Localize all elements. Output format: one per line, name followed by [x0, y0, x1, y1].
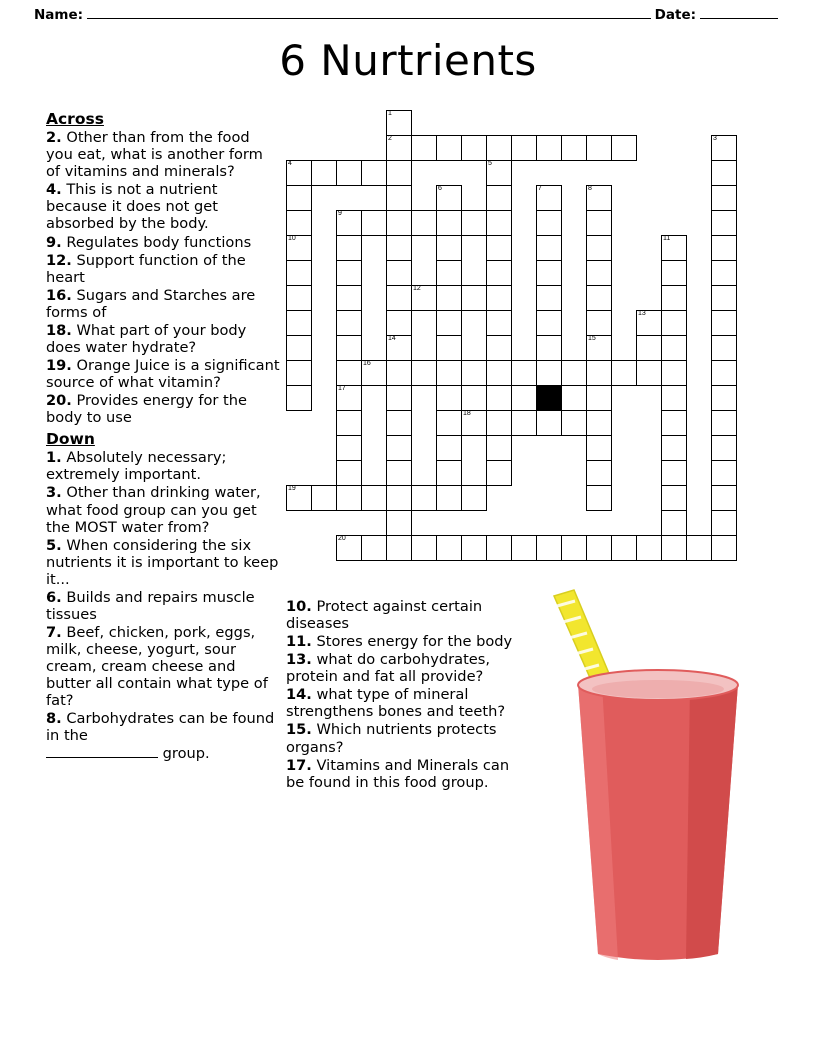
grid-cell[interactable]	[386, 285, 412, 311]
grid-cell[interactable]	[386, 235, 412, 261]
crossword-grid[interactable]	[286, 110, 746, 590]
grid-cell[interactable]	[711, 210, 737, 236]
grid-cell[interactable]	[461, 410, 487, 436]
grid-cell[interactable]	[336, 210, 362, 236]
name-label: Name:	[34, 7, 84, 23]
grid-cell[interactable]	[286, 260, 312, 286]
grid-cell[interactable]	[711, 185, 737, 211]
grid-cell[interactable]	[486, 135, 512, 161]
grid-cell[interactable]	[661, 360, 687, 386]
grid-cell[interactable]	[486, 335, 512, 361]
grid-cell[interactable]	[486, 535, 512, 561]
grid-cell[interactable]	[336, 335, 362, 361]
grid-cell[interactable]	[611, 135, 637, 161]
date-blank-line[interactable]	[700, 6, 778, 19]
name-blank-line[interactable]	[87, 6, 651, 19]
grid-cell[interactable]	[411, 135, 437, 161]
grid-cell[interactable]	[661, 485, 687, 511]
grid-cell[interactable]	[711, 135, 737, 161]
grid-cell[interactable]	[436, 385, 462, 411]
grid-cell[interactable]	[536, 285, 562, 311]
grid-cell[interactable]	[461, 285, 487, 311]
grid-cell[interactable]	[711, 310, 737, 336]
grid-cell[interactable]	[336, 160, 362, 186]
grid-cell-number: 6	[438, 185, 442, 192]
grid-cell-number: 11	[663, 235, 671, 242]
grid-cell[interactable]	[511, 410, 537, 436]
clue-down-10: 10. Protect against certain diseases	[286, 598, 483, 633]
grid-cell[interactable]	[436, 410, 462, 436]
grid-cell[interactable]	[636, 310, 662, 336]
grid-cell[interactable]	[586, 385, 612, 411]
grid-cell-number: 10	[288, 235, 296, 242]
grid-cell[interactable]	[436, 185, 462, 211]
clue-down-1: 1. Absolutely necessary; extremely important.	[46, 449, 227, 484]
grid-cell[interactable]	[661, 335, 687, 361]
grid-cell[interactable]	[486, 285, 512, 311]
grid-cell[interactable]	[661, 460, 687, 486]
grid-cell[interactable]	[361, 485, 387, 511]
clue-down-6: 6. Builds and repairs muscle tissues	[46, 588, 255, 623]
grid-cell[interactable]	[336, 460, 362, 486]
grid-cell-number: 19	[288, 485, 296, 492]
grid-cell[interactable]	[561, 360, 587, 386]
grid-cell[interactable]	[711, 335, 737, 361]
clue-down-11: 11. Stores energy for the body	[286, 633, 513, 651]
grid-cell[interactable]	[661, 385, 687, 411]
grid-cell[interactable]	[461, 535, 487, 561]
grid-cell[interactable]	[511, 135, 537, 161]
grid-cell[interactable]	[461, 485, 487, 511]
grid-cell[interactable]	[586, 235, 612, 261]
clue-down-7: 7. Beef, chicken, pork, eggs, milk, cheese, yogurt, sour cream, cream cheese and butter all contain what type of fat?	[46, 623, 268, 710]
date-label: Date:	[654, 7, 696, 23]
clue-across-19: 19. Orange Juice is a significant source of what vitamin?	[46, 356, 280, 391]
grid-cell[interactable]	[636, 335, 662, 361]
grid-cell[interactable]	[711, 235, 737, 261]
clue-down-17: 17. Vitamins and Minerals can be found in this food group.	[286, 756, 510, 791]
grid-cell[interactable]	[511, 360, 537, 386]
grid-cell[interactable]	[436, 135, 462, 161]
grid-cell[interactable]	[586, 535, 612, 561]
grid-cell[interactable]	[711, 410, 737, 436]
grid-cell[interactable]	[711, 510, 737, 536]
grid-cell-number: 2	[388, 135, 392, 142]
page-title: 6 Nurtrients	[279, 36, 537, 85]
grid-cell[interactable]	[436, 285, 462, 311]
grid-cell[interactable]	[711, 160, 737, 186]
grid-cell[interactable]	[311, 485, 337, 511]
grid-cell[interactable]	[361, 160, 387, 186]
grid-cell[interactable]	[361, 210, 387, 236]
grid-cell[interactable]	[386, 435, 412, 461]
grid-cell[interactable]	[286, 335, 312, 361]
grid-cell-number: 8	[588, 185, 592, 192]
clues-left-column	[46, 110, 280, 763]
grid-cell[interactable]	[336, 410, 362, 436]
grid-cell[interactable]	[311, 160, 337, 186]
grid-cell[interactable]	[536, 410, 562, 436]
grid-cell[interactable]	[586, 485, 612, 511]
clue-across-12: 12. Support function of the heart	[46, 251, 246, 286]
grid-cell-number: 15	[588, 335, 596, 342]
grid-cell[interactable]	[711, 285, 737, 311]
grid-cell[interactable]	[586, 310, 612, 336]
grid-cell[interactable]	[661, 410, 687, 436]
grid-cell[interactable]	[711, 460, 737, 486]
grid-cell[interactable]	[661, 235, 687, 261]
grid-cell[interactable]	[586, 410, 612, 436]
grid-cell[interactable]	[386, 410, 412, 436]
grid-cell[interactable]	[336, 485, 362, 511]
grid-cell[interactable]	[486, 435, 512, 461]
grid-cell-number: 5	[488, 160, 492, 167]
grid-cell[interactable]	[436, 210, 462, 236]
grid-cell-number: 4	[288, 160, 292, 167]
grid-cell[interactable]	[436, 235, 462, 261]
grid-cell[interactable]	[636, 360, 662, 386]
grid-cell[interactable]	[336, 260, 362, 286]
clue-across-4: 4. This is not a nutrient because it does not get absorbed by the body.	[46, 181, 219, 233]
grid-cell[interactable]	[336, 535, 362, 561]
grid-cell[interactable]	[436, 260, 462, 286]
grid-cell[interactable]	[386, 460, 412, 486]
grid-cell-number: 12	[413, 285, 421, 292]
grid-cell[interactable]	[461, 360, 487, 386]
grid-cell[interactable]	[486, 235, 512, 261]
grid-cell[interactable]	[711, 535, 737, 561]
grid-cell[interactable]	[436, 310, 462, 336]
grid-cell[interactable]	[386, 360, 412, 386]
grid-cell[interactable]	[361, 535, 387, 561]
clue-across-18: 18. What part of your body does water hydrate?	[46, 321, 247, 356]
grid-cell[interactable]	[586, 185, 612, 211]
clue-across-2: 2. Other than from the food you eat, what is another form of vitamins and minerals?	[46, 129, 263, 181]
grid-cell[interactable]	[436, 435, 462, 461]
clue-down-8: 8. Carbohydrates can be found in the group.	[46, 710, 275, 763]
grid-cell[interactable]	[386, 310, 412, 336]
grid-cell[interactable]	[286, 310, 312, 336]
cup-shape	[578, 670, 738, 960]
grid-cell-blocked	[536, 385, 562, 411]
grid-cell[interactable]	[386, 385, 412, 411]
grid-cell[interactable]	[661, 535, 687, 561]
grid-cell[interactable]	[486, 460, 512, 486]
grid-cell[interactable]	[336, 435, 362, 461]
grid-cell[interactable]	[711, 385, 737, 411]
grid-cell[interactable]	[586, 335, 612, 361]
grid-cell-number: 14	[388, 335, 396, 342]
grid-cell[interactable]	[436, 535, 462, 561]
grid-cell[interactable]	[386, 335, 412, 361]
grid-cell[interactable]	[586, 285, 612, 311]
grid-cell[interactable]	[536, 210, 562, 236]
grid-cell[interactable]	[586, 210, 612, 236]
grid-cell[interactable]	[411, 210, 437, 236]
grid-cell[interactable]	[661, 435, 687, 461]
grid-cell[interactable]	[436, 460, 462, 486]
grid-cell[interactable]	[586, 360, 612, 386]
grid-cell[interactable]	[286, 385, 312, 411]
grid-cell[interactable]	[536, 260, 562, 286]
grid-cell[interactable]	[686, 535, 712, 561]
grid-cell[interactable]	[461, 135, 487, 161]
grid-cell[interactable]	[536, 535, 562, 561]
grid-cell[interactable]	[711, 260, 737, 286]
grid-cell[interactable]	[336, 235, 362, 261]
clue-across-20: 20. Provides energy for the body to use	[46, 392, 247, 427]
grid-cell[interactable]	[286, 235, 312, 261]
grid-cell[interactable]	[711, 435, 737, 461]
grid-cell[interactable]	[536, 185, 562, 211]
grid-cell[interactable]	[386, 260, 412, 286]
grid-cell-number: 16	[363, 360, 371, 367]
grid-cell[interactable]	[436, 360, 462, 386]
grid-cell[interactable]	[511, 535, 537, 561]
grid-cell[interactable]	[486, 385, 512, 411]
grid-cell[interactable]	[386, 210, 412, 236]
grid-cell[interactable]	[461, 210, 487, 236]
name-date-bar	[34, 6, 782, 23]
grid-cell[interactable]	[286, 185, 312, 211]
clue-8-answer-blank[interactable]	[46, 744, 158, 758]
grid-cell[interactable]	[336, 360, 362, 386]
across-heading: Across	[46, 110, 104, 128]
grid-cell[interactable]	[561, 135, 587, 161]
grid-cell[interactable]	[711, 485, 737, 511]
grid-cell[interactable]	[486, 210, 512, 236]
grid-cell[interactable]	[536, 310, 562, 336]
grid-cell[interactable]	[661, 285, 687, 311]
smoothie-cup-illustration	[540, 588, 776, 968]
grid-cell[interactable]	[486, 360, 512, 386]
grid-cell[interactable]	[611, 535, 637, 561]
grid-cell-number: 13	[638, 310, 646, 317]
clue-down-5: 5. When considering the six nutrients it is important to keep it...	[46, 536, 279, 588]
grid-cell-number: 1	[388, 110, 392, 117]
grid-cell[interactable]	[411, 535, 437, 561]
down-heading: Down	[46, 430, 95, 449]
grid-cell[interactable]	[286, 360, 312, 386]
grid-cell[interactable]	[286, 210, 312, 236]
grid-cell[interactable]	[586, 435, 612, 461]
grid-cell[interactable]	[711, 360, 737, 386]
grid-cell[interactable]	[386, 185, 412, 211]
grid-cell[interactable]	[536, 360, 562, 386]
grid-cell[interactable]	[386, 135, 412, 161]
grid-cell[interactable]	[636, 535, 662, 561]
grid-cell-number: 3	[713, 135, 717, 142]
grid-cell[interactable]	[386, 160, 412, 186]
grid-cell[interactable]	[436, 485, 462, 511]
clue-across-16: 16. Sugars and Starches are forms of	[46, 286, 256, 321]
grid-cell[interactable]	[536, 235, 562, 261]
grid-cell[interactable]	[561, 535, 587, 561]
grid-cell[interactable]	[386, 510, 412, 536]
clue-down-13: 13. what do carbohydrates, protein and fat all provide?	[286, 651, 491, 686]
grid-cell-number: 9	[338, 210, 342, 217]
grid-cell-number: 7	[538, 185, 542, 192]
grid-cell[interactable]	[661, 510, 687, 536]
grid-cell[interactable]	[286, 485, 312, 511]
grid-cell[interactable]	[486, 260, 512, 286]
grid-cell[interactable]	[336, 385, 362, 411]
grid-cell[interactable]	[586, 460, 612, 486]
clues-right-column	[286, 598, 518, 792]
grid-cell[interactable]	[536, 135, 562, 161]
grid-cell[interactable]	[436, 335, 462, 361]
grid-cell[interactable]	[386, 485, 412, 511]
grid-cell[interactable]	[486, 410, 512, 436]
grid-cell[interactable]	[486, 310, 512, 336]
grid-cell[interactable]	[586, 260, 612, 286]
grid-cell[interactable]	[286, 160, 312, 186]
grid-cell[interactable]	[411, 285, 437, 311]
clue-down-14: 14. what type of mineral strengthens bones and teeth?	[286, 686, 506, 721]
grid-cell[interactable]	[411, 485, 437, 511]
grid-cell[interactable]	[486, 185, 512, 211]
grid-cell[interactable]	[336, 310, 362, 336]
grid-cell-number: 18	[463, 410, 471, 417]
grid-cell[interactable]	[286, 285, 312, 311]
grid-cell[interactable]	[336, 285, 362, 311]
grid-cell[interactable]	[661, 260, 687, 286]
clue-down-15: 15. Which nutrients protects organs?	[286, 721, 497, 756]
grid-cell[interactable]	[661, 310, 687, 336]
grid-cell[interactable]	[386, 110, 412, 136]
grid-cell[interactable]	[611, 360, 637, 386]
grid-cell-number: 17	[338, 385, 346, 392]
grid-cell[interactable]	[411, 360, 437, 386]
grid-cell[interactable]	[586, 135, 612, 161]
clue-across-9: 9. Regulates body functions	[46, 233, 252, 251]
grid-cell[interactable]	[361, 360, 387, 386]
grid-cell-number: 20	[338, 535, 346, 542]
grid-cell[interactable]	[561, 410, 587, 436]
grid-cell[interactable]	[486, 160, 512, 186]
grid-cell[interactable]	[386, 535, 412, 561]
grid-cell[interactable]	[536, 335, 562, 361]
clue-down-3: 3. Other than drinking water, what food group can you get the MOST water from?	[46, 484, 261, 536]
